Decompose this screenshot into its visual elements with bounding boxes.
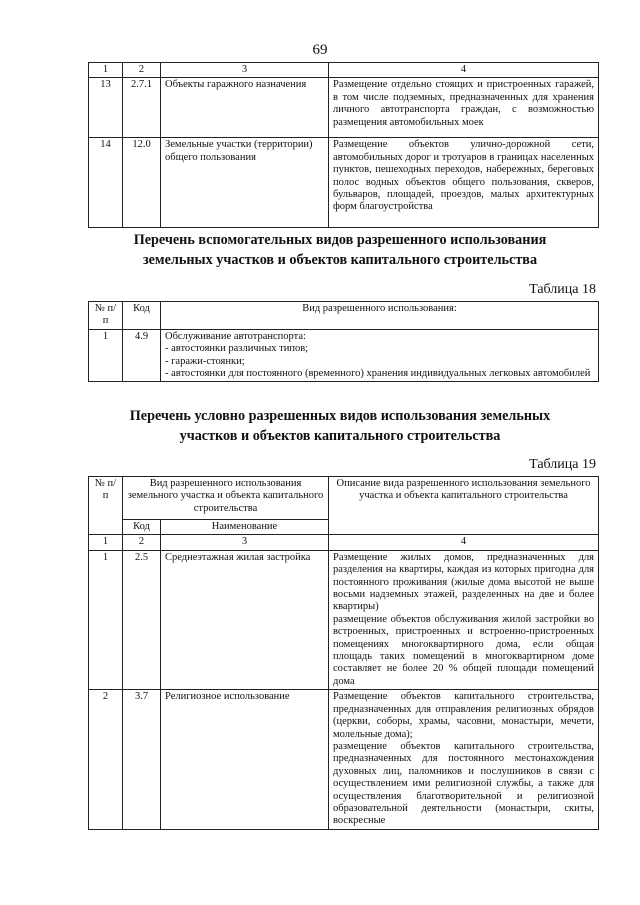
header-description: Описание вида разрешенного использования земельного участка и объекта капитального строительства bbox=[329, 477, 599, 535]
header-use-type: Вид разрешенного использования: bbox=[161, 302, 599, 330]
use-line: - гаражи-стоянки; bbox=[165, 355, 245, 367]
table-header-row bbox=[89, 302, 599, 330]
column-number-header: 3 bbox=[161, 535, 329, 550]
row-number: 14 bbox=[89, 138, 123, 228]
header-number: № п/п bbox=[89, 302, 123, 330]
use-line: - автостоянки различных типов; bbox=[165, 343, 309, 355]
land-use-table-continuation bbox=[88, 62, 599, 228]
description-paragraph: Размещение объектов капитального строительства, предназначенных для отправления религиозных обрядов (церкви, соборы, храмы, часовни, монастыри, мечети, молельные дома); bbox=[333, 691, 595, 740]
table-header-row bbox=[89, 63, 599, 78]
row-name: Объекты гаражного назначения bbox=[161, 78, 329, 138]
table-19 bbox=[88, 476, 599, 830]
page-number: 69 bbox=[312, 42, 328, 58]
row-use-type bbox=[161, 329, 599, 382]
row-name: Земельные участки (территории) общего пользования bbox=[161, 138, 329, 228]
column-number-header: 1 bbox=[89, 63, 123, 78]
table-row bbox=[89, 138, 599, 228]
header-use-type: Вид разрешенного использования земельного участка и объекта капитального строительства bbox=[123, 477, 329, 520]
column-number-header: 2 bbox=[123, 63, 161, 78]
row-description bbox=[329, 690, 599, 829]
header-code: Код bbox=[123, 520, 161, 535]
use-line: Обслуживание автотранспорта: bbox=[165, 330, 306, 342]
row-number: 1 bbox=[89, 329, 123, 382]
row-code: 4.9 bbox=[123, 329, 161, 382]
table-18 bbox=[88, 301, 599, 382]
table-row bbox=[89, 550, 599, 689]
row-number: 13 bbox=[89, 78, 123, 138]
row-description: Размещение объектов улично-дорожной сети, автомобильных дорог и тротуаров в границах населенных пунктов, пешеходных переходов, набережных, береговых полос водных объектов общего пользования, скверов, бульваров, площадей, проездов, малых архитектурных форм благоустройства bbox=[329, 138, 599, 228]
row-number: 1 bbox=[89, 550, 123, 689]
column-number-header: 2 bbox=[123, 535, 161, 550]
header-name: Наименование bbox=[161, 520, 329, 535]
row-description bbox=[329, 550, 599, 689]
use-line: - автостоянки для постоянного (временного) хранения индивидуальных легковых автомобилей bbox=[165, 368, 591, 380]
heading-line: Перечень вспомогательных видов разрешенного использования bbox=[133, 232, 547, 248]
header-number: № п/п bbox=[89, 477, 123, 535]
table-19-label: Таблица 19 bbox=[529, 457, 596, 472]
row-name: Религиозное использование bbox=[161, 690, 329, 829]
table-header-row bbox=[89, 477, 599, 520]
row-number: 2 bbox=[89, 690, 123, 829]
heading-line: земельных участков и объектов капитального строительства bbox=[142, 252, 538, 268]
column-number-header: 4 bbox=[329, 535, 599, 550]
row-code: 12.0 bbox=[123, 138, 161, 228]
table-row bbox=[89, 78, 599, 138]
auxiliary-uses-heading bbox=[60, 230, 620, 270]
row-name: Среднеэтажная жилая застройка bbox=[161, 550, 329, 689]
row-code: 2.7.1 bbox=[123, 78, 161, 138]
heading-line: участков и объектов капитального строительства bbox=[179, 428, 501, 444]
row-description: Размещение отдельно стоящих и пристроенных гаражей, в том числе подземных, предназначенных для хранения личного автотранспорта граждан, с возможностью размещения автомобильных моек bbox=[329, 78, 599, 138]
heading-line: Перечень условно разрешенных видов использования земельных bbox=[129, 408, 551, 424]
header-code: Код bbox=[123, 302, 161, 330]
description-paragraph: размещение объектов обслуживания жилой застройки во встроенных, пристроенных и встроенно-пристроенных помещениях многоквартирного дома, если общая площадь таких помещений в многоквартирном доме составляет не более 20 % общей площади помещений дома bbox=[333, 613, 595, 687]
table-row bbox=[89, 690, 599, 829]
table-18-label: Таблица 18 bbox=[529, 282, 596, 297]
column-number-header: 3 bbox=[161, 63, 329, 78]
row-code: 2.5 bbox=[123, 550, 161, 689]
table-header-row bbox=[89, 535, 599, 550]
description-paragraph: Размещение жилых домов, предназначенных для разделения на квартиры, каждая из которых пригодна для постоянного проживания (жилые дома высотой не выше восьми надземных этажей, разделенных на две и более квартиры) bbox=[333, 551, 595, 613]
description-paragraph: размещение объектов капитального строительства, предназначенных для постоянного местонахождения духовных лиц, паломников и послушников в связи с осуществлением ими религиозной службы, а также для осуществления благотворительной и религиозной образовательной деятельности (монастыри, скиты, воскресные bbox=[333, 740, 595, 827]
column-number-header: 4 bbox=[329, 63, 599, 78]
column-number-header: 1 bbox=[89, 535, 123, 550]
row-code: 3.7 bbox=[123, 690, 161, 829]
conditional-uses-heading bbox=[60, 406, 620, 446]
table-row bbox=[89, 329, 599, 382]
